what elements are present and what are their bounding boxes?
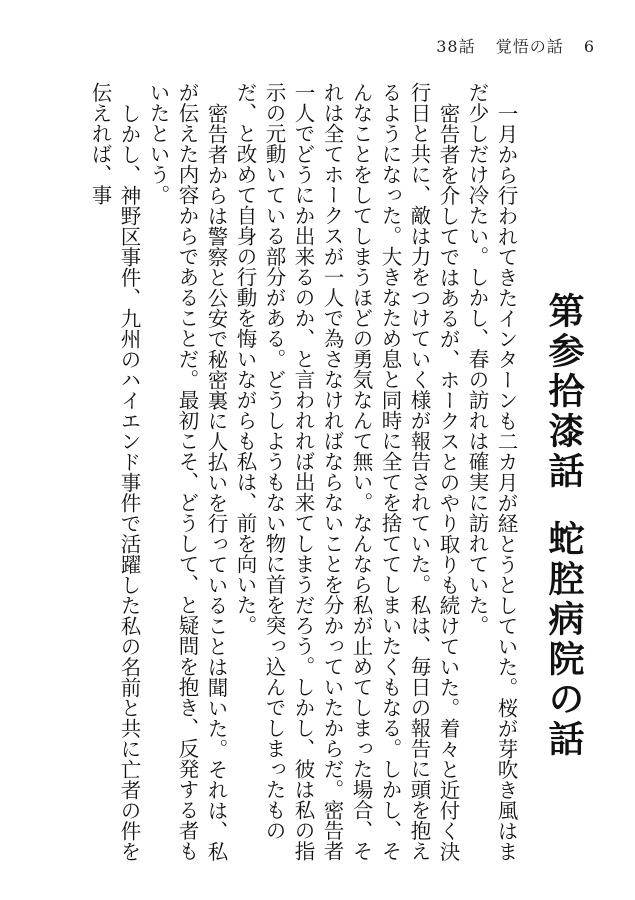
paragraph-2: 密告者を介してではあるが、ホークスとのやり取りも続けていた。着々と近付く決行日と共に、敵は力をつけていく様が報告されていた。私は、毎日の報告に頭を抱えるようになった。大きなため息と同時に全てを捨ててしまいたくもなる。しかし、そんなことをしてしまうほどの勇気なんて無い。なんなら私が止めてしまった場合、それは全てホークスが一人で為さなければならないことを分かっていたからだ。密告者一人でどうにか出来るのか、と言われれば出来てしまうだろう。しかし、彼は私の指示の元動いている部分がある。どうしようもない物に首を突っ込んでしまったものだ、と改めて自身の行動を悔いながらも私は、前を向いた。 [233,82,460,861]
chapter-title-part2: 蛇腔病院の話 [543,520,585,760]
page-number: 6 [583,37,595,56]
paragraph-4: しかし、神野区事件、九州のハイエンド事件で活躍した私の名前と共に亡者の件を伝えれば、事 [88,82,141,861]
chapter-title [540,292,588,760]
chapter-number: 38話 [436,37,476,56]
paragraph-1: 一月から行われてきたインターンも二カ月が経とうとしていた。桜が芽吹き風はまだ少しだけ冷たい。しかし、春の訪れは確実に訪れていた。 [465,82,518,861]
chapter-name: 覚悟の話 [495,37,564,56]
body-text [88,82,520,872]
paragraph-3: 密告者からは警察と公安で秘密裏に人払いを行っていることは聞いた。それは、私が伝えた内容からであることだ。最初こそ、どうして、と疑問を抱き、反発する者もいたという。 [146,82,228,861]
chapter-title-part1: 第参拾漆話 [543,292,585,492]
running-header [436,34,595,57]
